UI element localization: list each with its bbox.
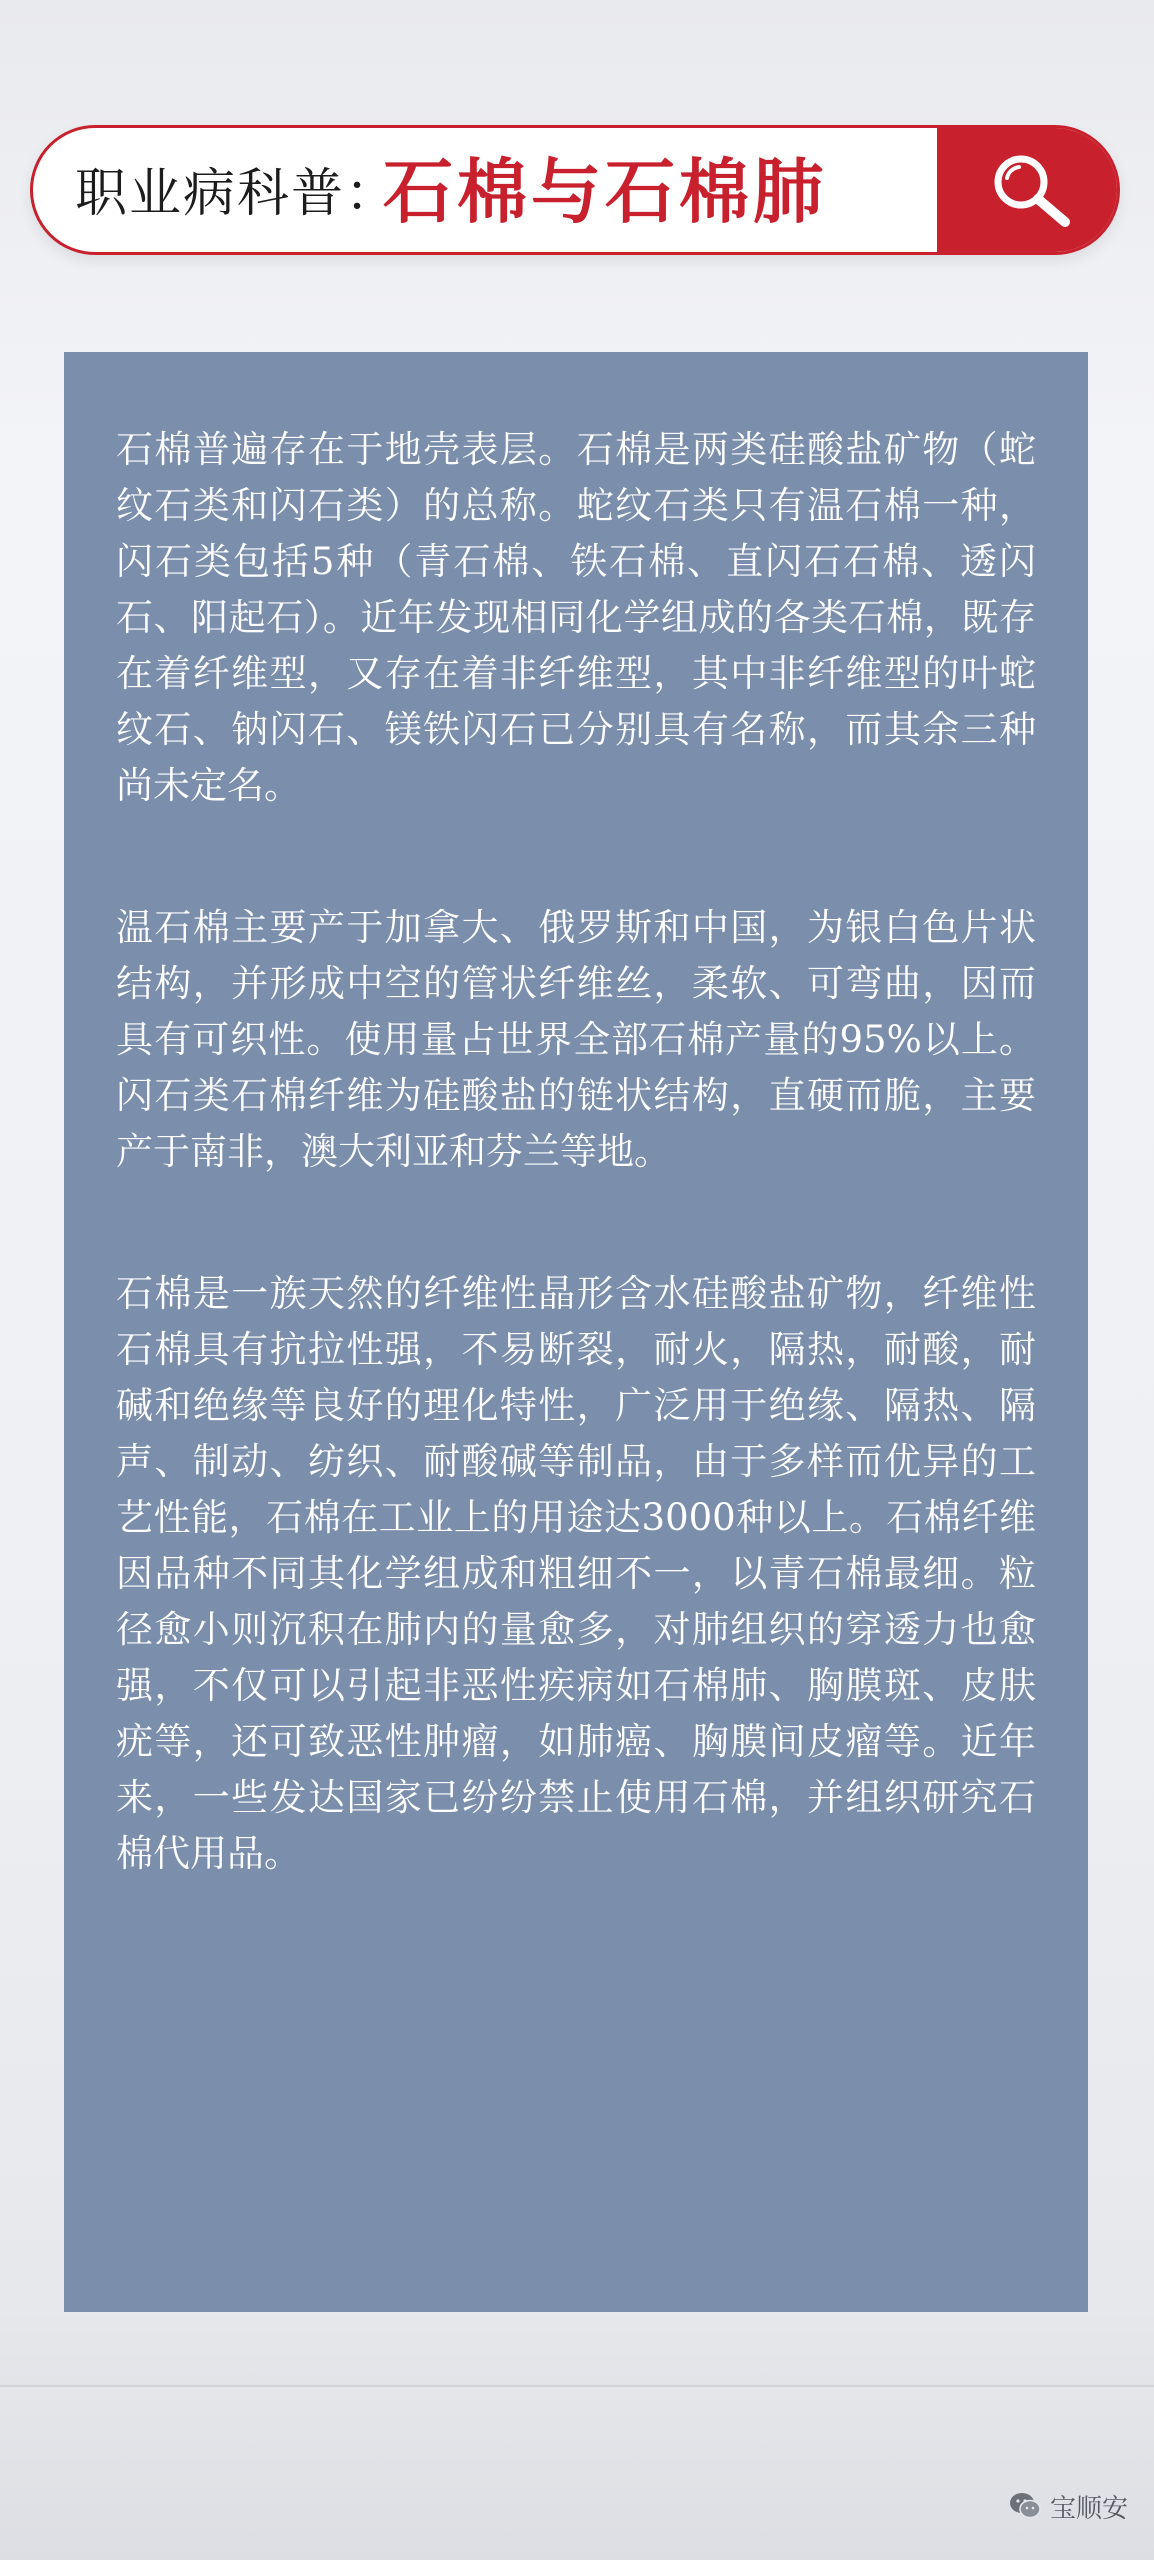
article-paragraph-2: 温石棉主要产于加拿大、俄罗斯和中国，为银白色片状结构，并形成中空的管状纤维丝，柔软、可弯曲，因而具有可织性。使用量占世界全部石棉产量的95%以上。闪石类石棉纤维为硅酸盐的链状结构，直硬而脆，主要产于南非，澳大利亚和芬兰等地。 xyxy=(116,906,1036,1173)
floor-background xyxy=(0,2385,1154,2560)
article-paragraph-3: 石棉是一族天然的纤维性晶形含水硅酸盐矿物，纤维性石棉具有抗拉性强，不易断裂，耐火，隔热，耐酸，耐碱和绝缘等良好的理化特性，广泛用于绝缘、隔热、隔声、制动、纺织、耐酸碱等制品，由于多样而优异的工艺性能，石棉在工业上的用途达3000种以上。石棉纤维因品种不同其化学组成和粗细不一，以青石棉最细。粒径愈小则沉积在肺内的量愈多，对肺组织的穿透力也愈强，不仅可以引起非恶性疾病如石棉肺、胸膜斑、皮肤疣等，还可致恶性肿瘤，如肺癌、胸膜间皮瘤等。近年来，一些发达国家已纷纷禁止使用石棉，并组织研究石棉代用品。 xyxy=(116,1272,1036,1875)
search-button[interactable] xyxy=(937,128,1117,252)
floor-divider xyxy=(0,2385,1154,2387)
title-prefix: 职业病科普： xyxy=(75,164,400,224)
page-title: 石棉与石棉肺 xyxy=(383,151,827,233)
search-icon xyxy=(985,150,1075,230)
watermark-text: 宝顺安 xyxy=(1049,2493,1128,2524)
article-paragraph-1: 石棉普遍存在于地壳表层。石棉是两类硅酸盐矿物（蛇纹石类和闪石类）的总称。蛇纹石类只有温石棉一种，闪石类包括5种（青石棉、铁石棉、直闪石石棉、透闪石、阳起石）。近年发现相同化学组成的各类石棉，既存在着纤维型，又存在着非纤维型，其中非纤维型的叶蛇纹石、钠闪石、镁铁闪石已分别具有名称，而其余三种尚未定名。 xyxy=(116,428,1036,807)
watermark xyxy=(1008,2486,1128,2526)
wechat-icon xyxy=(1008,2489,1042,2523)
title-banner xyxy=(30,125,1120,255)
article-panel xyxy=(64,352,1088,2312)
